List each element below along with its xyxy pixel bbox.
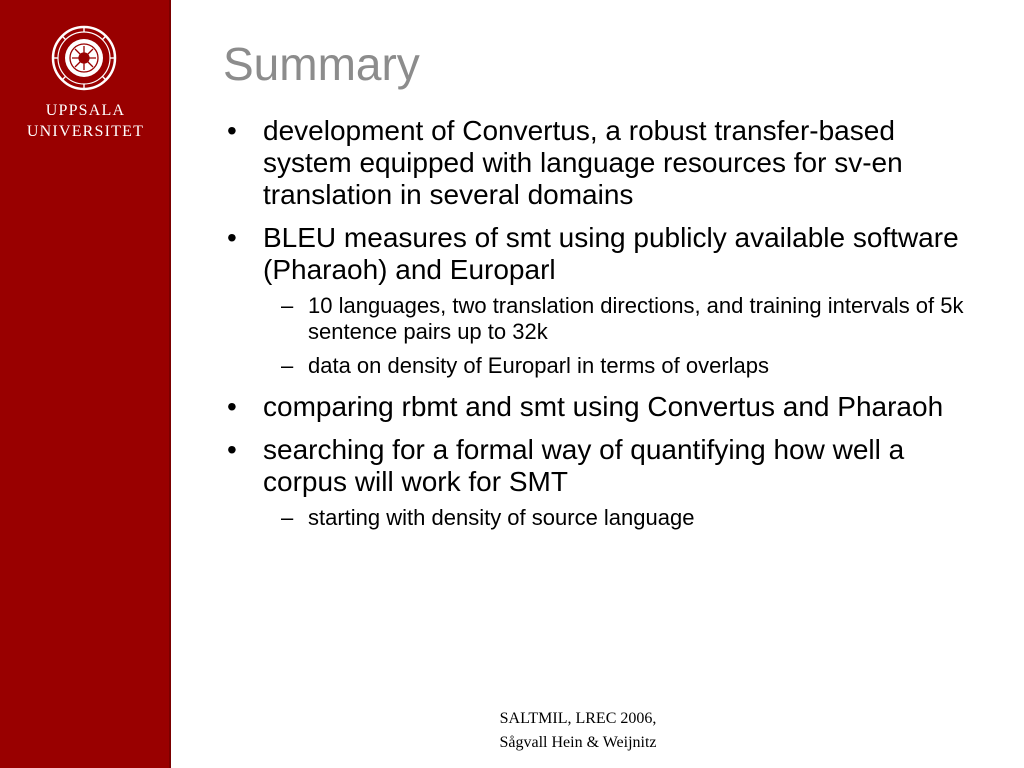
footer-line1: SALTMIL, LREC 2006,	[499, 710, 657, 727]
sub-bullet-item	[227, 293, 987, 345]
dash-marker-icon: –	[281, 353, 294, 378]
bullet-marker-icon: •	[227, 391, 237, 422]
sidebar-divider	[169, 0, 171, 768]
bullet-item	[227, 391, 987, 423]
bullet-item	[227, 115, 987, 211]
bullet-item	[227, 222, 987, 286]
dash-marker-icon: –	[281, 293, 294, 318]
bullet-text: development of Convertus, a robust transfer-based system equipped with language resources for sv-en translation in several domains	[263, 115, 903, 210]
bullet-list	[227, 115, 987, 543]
bullet-marker-icon: •	[227, 115, 237, 146]
university-name-line2: UNIVERSITET	[26, 123, 145, 140]
bullet-text: comparing rbmt and smt using Convertus and Pharaoh	[263, 391, 944, 422]
bullet-text: BLEU measures of smt using publicly available software (Pharaoh) and Europarl	[263, 222, 959, 285]
sub-bullet-item	[227, 353, 987, 379]
sub-bullet-item	[227, 505, 987, 531]
bullet-marker-icon: •	[227, 222, 237, 253]
slide-footer	[0, 707, 1024, 755]
dash-marker-icon: –	[281, 505, 294, 530]
sub-bullet-text: data on density of Europarl in terms of overlaps	[308, 353, 770, 378]
footer-line2: Sågvall Hein & Weijnitz	[499, 734, 657, 751]
university-seal-icon	[51, 25, 117, 91]
bullet-text: searching for a formal way of quantifying how well a corpus will work for SMT	[263, 434, 905, 497]
sidebar-panel	[0, 0, 171, 768]
sub-bullet-text: 10 languages, two translation directions, and training intervals of 5k sentence pairs up to 32k	[308, 293, 964, 344]
bullet-item	[227, 434, 987, 498]
university-name-line1: UPPSALA	[45, 102, 126, 119]
slide-title: Summary	[223, 38, 420, 90]
sub-bullet-text: starting with density of source language	[308, 505, 695, 530]
bullet-marker-icon: •	[227, 434, 237, 465]
